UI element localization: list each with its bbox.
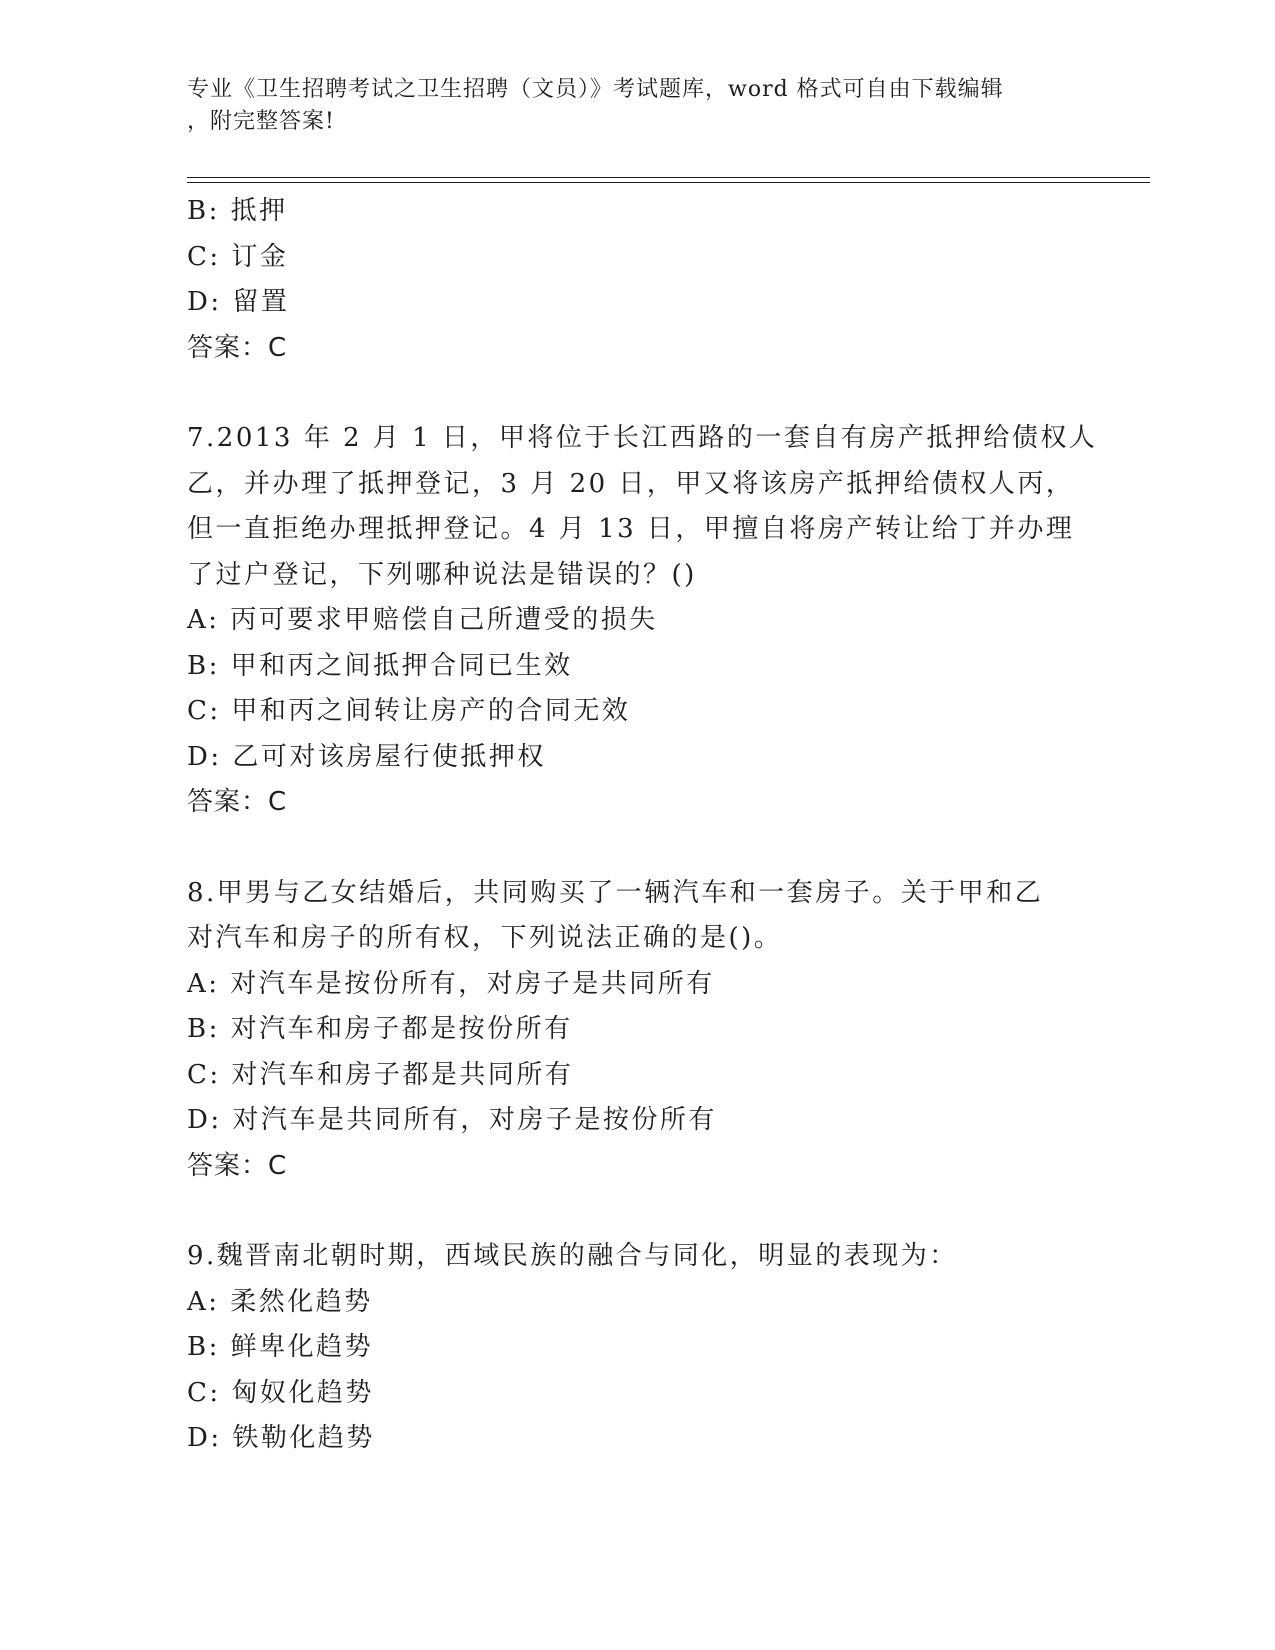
header-line-1: 专业《卫生招聘考试之卫生招聘（文员）》考试题库，word 格式可自由下载编辑 [187, 77, 1004, 102]
header-divider-top [187, 177, 1150, 178]
answer: 答案：C [187, 787, 288, 817]
option-c: C: 匈奴化趋势 [187, 1377, 374, 1408]
question-stem-line: 对汽车和房子的所有权，下列说法正确的是()。 [187, 923, 783, 953]
option-c: C: 订金 [187, 241, 289, 272]
question-stem-line: 8.甲男与乙女结婚后，共同购买了一辆汽车和一套房子。关于甲和乙 [187, 877, 1044, 908]
question-7 [187, 416, 1098, 826]
question-stem-line: 7.2013 年 2 月 1 日，甲将位于长江西路的一套自有房产抵押给债权人 [187, 423, 1098, 453]
answer: 答案：C [187, 1150, 288, 1181]
option-d: D: 对汽车是共同所有，对房子是按份所有 [187, 1105, 717, 1135]
option-b: B: 抵押 [187, 196, 288, 226]
spacer [187, 371, 1087, 416]
spacer [187, 1189, 1087, 1234]
question-9 [187, 1234, 1087, 1462]
option-d: D: 留置 [187, 287, 290, 317]
option-a: A: 丙可要求甲赔偿自己所遭受的损失 [187, 605, 658, 635]
option-a: A: 对汽车是按份所有，对房子是共同所有 [187, 968, 715, 999]
question-8 [187, 871, 1087, 1190]
question-stem-line: 了过户登记，下列哪种说法是错误的？() [187, 559, 697, 590]
header-line-2: ，附完整答案! [187, 109, 335, 134]
option-d: D: 铁勒化趋势 [187, 1423, 375, 1453]
question-6-tail [187, 189, 1087, 371]
question-stem-line: 9.魏晋南北朝时期，西域民族的融合与同化，明显的表现为： [187, 1241, 958, 1271]
option-c: C: 对汽车和房子都是共同所有 [187, 1059, 574, 1090]
question-stem-line: 但一直拒绝办理抵押登记。4 月 13 日，甲擅自将房产转让给丁并办理 [187, 514, 1075, 544]
question-stem-line: 乙，并办理了抵押登记，3 月 20 日，甲又将该房产抵押给债权人丙， [187, 468, 1075, 499]
page-header [187, 74, 1067, 138]
option-c: C: 甲和丙之间转让房产的合同无效 [187, 696, 631, 726]
option-b: B: 甲和丙之间抵押合同已生效 [187, 650, 573, 681]
option-d: D: 乙可对该房屋行使抵押权 [187, 741, 546, 772]
option-b: B: 鲜卑化趋势 [187, 1332, 374, 1362]
answer: 答案：C [187, 332, 288, 363]
option-a: A: 柔然化趋势 [187, 1286, 373, 1317]
question-list [187, 189, 1098, 1462]
option-b: B: 对汽车和房子都是按份所有 [187, 1014, 573, 1044]
header-divider-bottom [187, 182, 1150, 183]
spacer [187, 826, 1087, 871]
